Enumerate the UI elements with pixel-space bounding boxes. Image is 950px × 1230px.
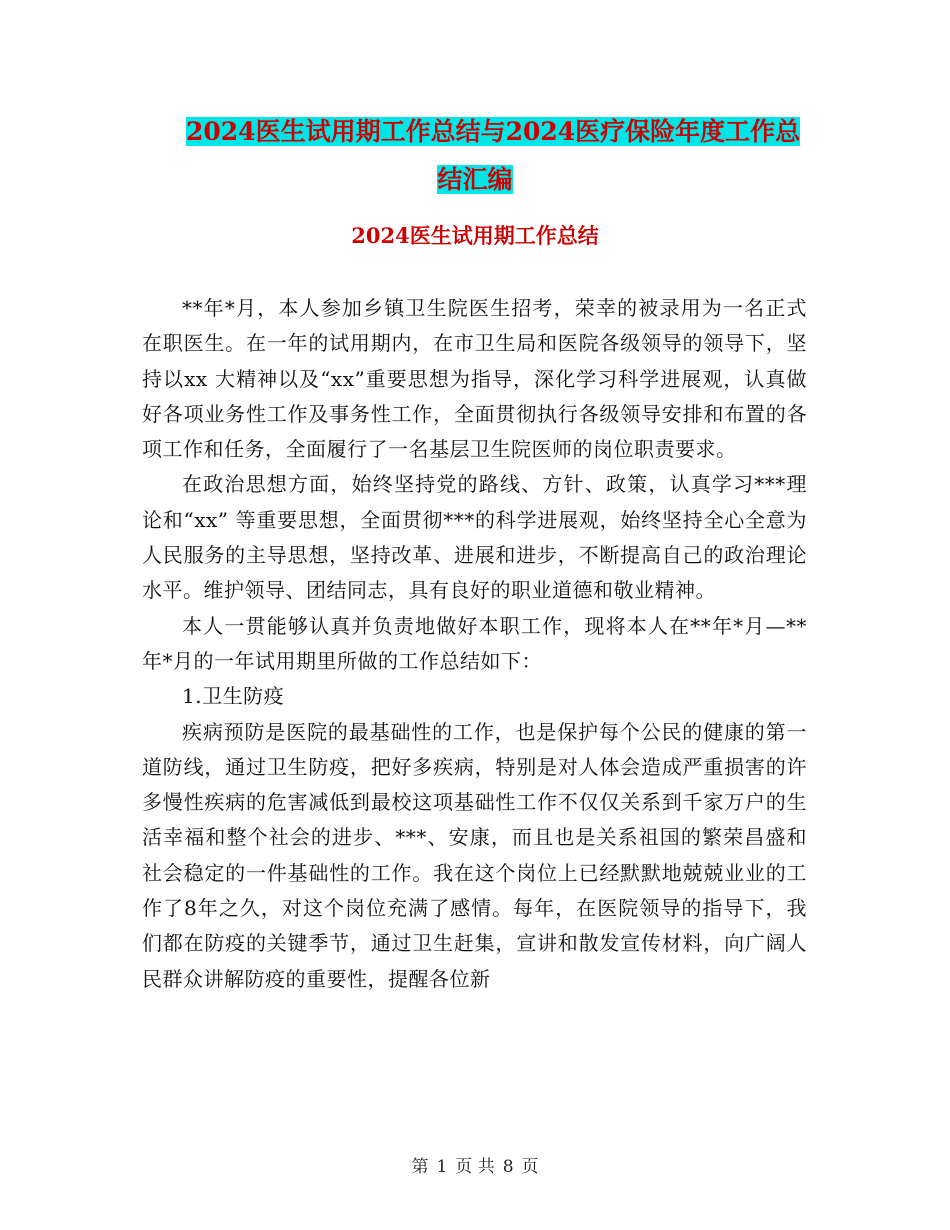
page-footer [0, 1152, 950, 1177]
title-line-1-text: 2024医生试用期工作总结与2024医疗保险年度工作总 [186, 117, 801, 146]
title-line-2 [0, 156, 950, 204]
paragraph: 在政治思想方面，始终坚持党的路线、方针、政策，认真学习***理论和“xx” 等重要思想，全面贯彻***的科学进展观，始终坚持全心全意为人民服务的主导思想，坚持改革、进展和进步，不断提高自己的政治理论水平。维护领导、团结同志，具有良好的职业道德和敬业精神。 [142, 472, 807, 603]
title-line-1 [186, 108, 800, 156]
paragraph: 本人一贯能够认真并负责地做好本职工作，现将本人在**年*月—**年*月的一年试用期里所做的工作总结如下： [142, 613, 807, 673]
footer-suffix: 页 [521, 1157, 539, 1177]
footer-prefix: 第 [411, 1157, 429, 1177]
title-line-2-text: 结汇编 [437, 165, 513, 194]
paragraph: 疾病预防是医院的最基础性的工作，也是保护每个公民的健康的第一道防线，通过卫生防疫，把好多疾病，特别是对人体会造成严重损害的许多慢性疾病的危害减低到最校这项基础性工作不仅仅关系到千家万户的生活幸福和整个社会的进步、***、安康，而且也是关系祖国的繁荣昌盛和社会稳定的一件基础性的工作。我在这个岗位上已经默默地兢兢业业的工作了8年之久，对这个岗位充满了感情。每年，在医院领导的指导下，我们都在防疫的关键季节，通过卫生赶集，宣讲和散发宣传材料，向广阔人民群众讲解防疫的重要性，提醒各位新 [142, 719, 807, 991]
footer-page-number: 1 [436, 1157, 448, 1177]
section-title: 2024医生试用期工作总结 [351, 223, 599, 248]
footer-total-pages: 8 [502, 1157, 514, 1177]
document-body [142, 291, 807, 997]
footer-middle: 页 共 [455, 1157, 495, 1177]
paragraph: 1.卫生防疫 [182, 684, 285, 709]
paragraph: **年*月，本人参加乡镇卫生院医生招考，荣幸的被录用为一名正式在职医生。在一年的试用期内，在市卫生局和医院各级领导的领导下，坚持以xx 大精神以及“xx”重要思想为指导，深化学习科学进展观，认真做好各项业务性工作及事务性工作，全面贯彻执行各级领导安排和布置的各项工作和任务，全面履行了一名基层卫生院医师的岗位职责要求。 [142, 296, 807, 462]
